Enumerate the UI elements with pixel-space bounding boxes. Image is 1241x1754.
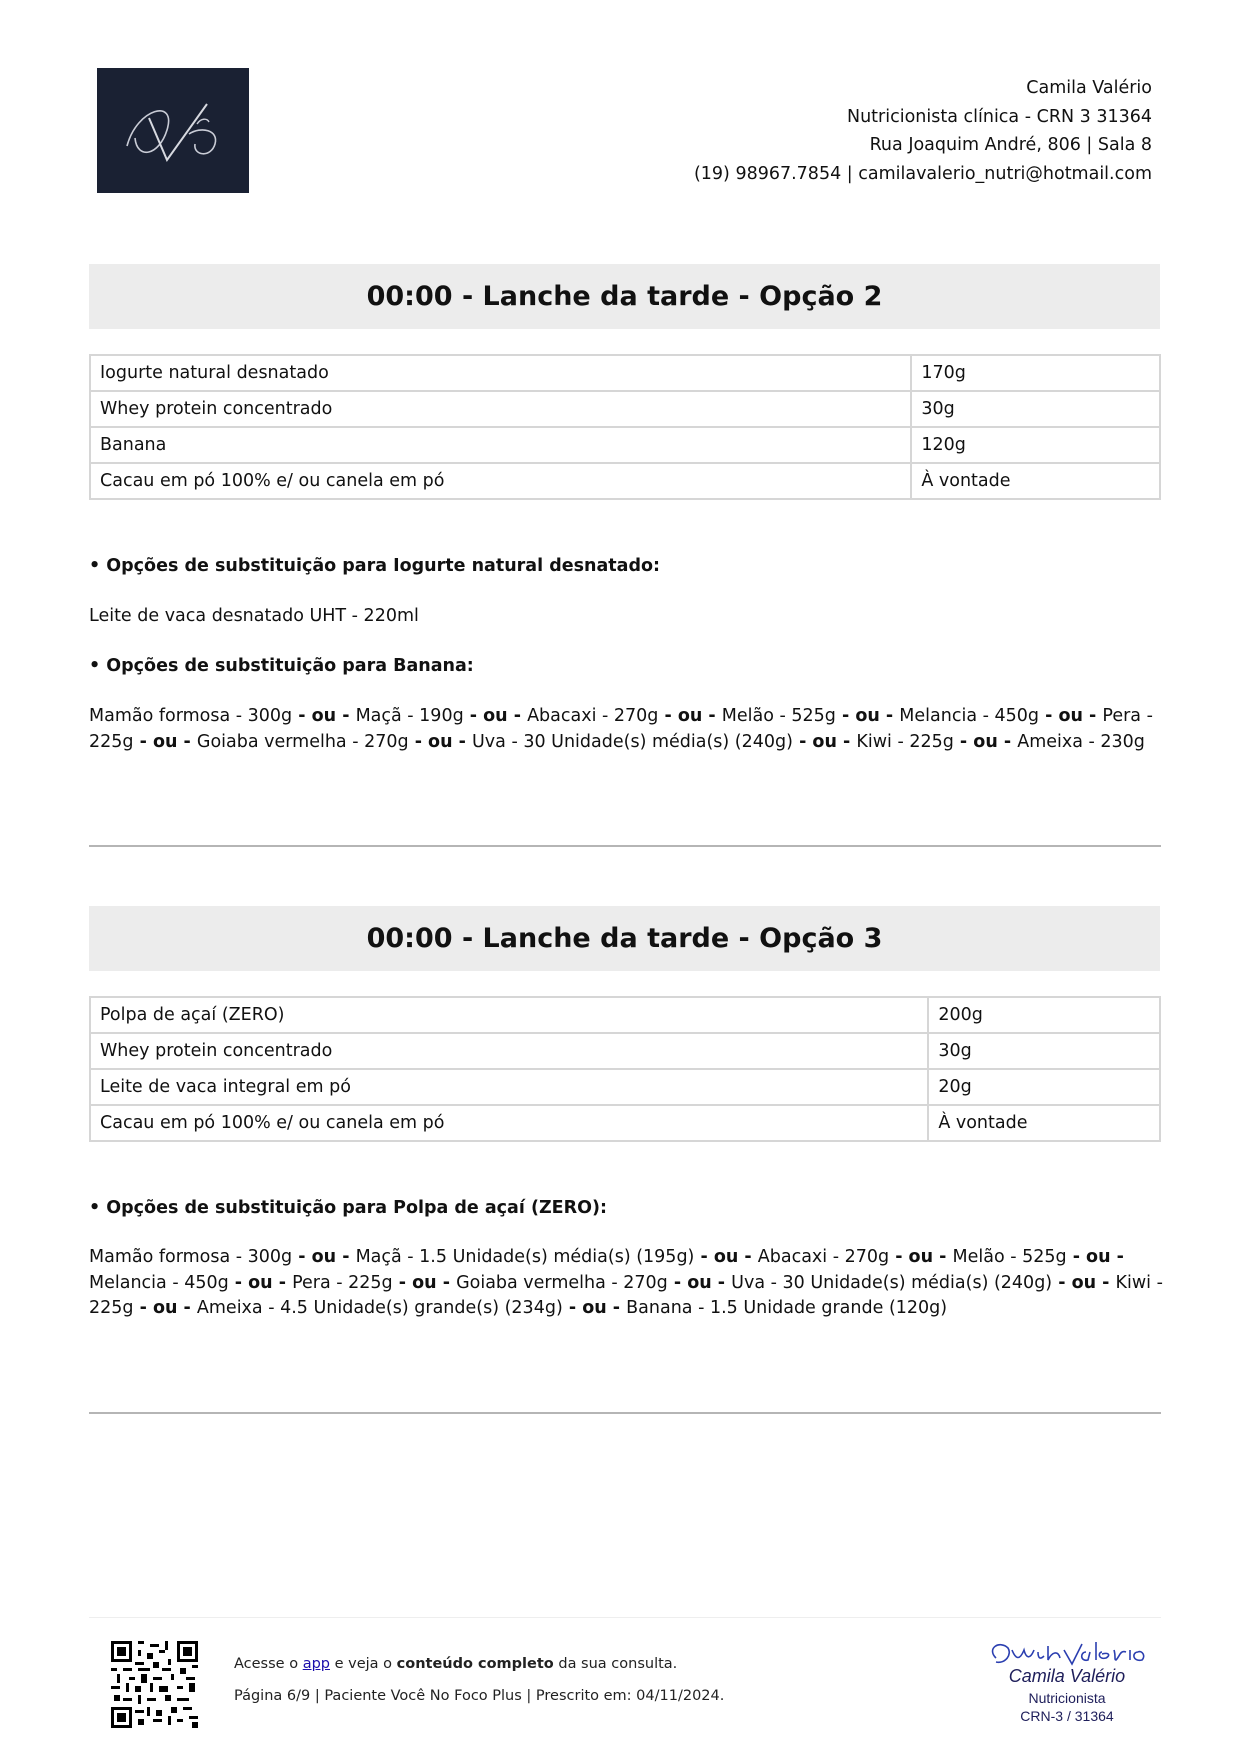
table-row [90, 463, 1160, 499]
nutritionist-name: Camila Valério [1026, 78, 1152, 98]
substitution-option: Melancia - 450g [89, 1272, 229, 1293]
section-divider [89, 845, 1161, 847]
substitution-option: Melão - 525g [952, 1247, 1067, 1267]
food-name: Iogurte natural desnatado [90, 355, 911, 391]
app-link[interactable]: app [302, 1656, 330, 1672]
food-quantity: 20g [928, 1069, 1160, 1105]
substitution-option: Ameixa - 4.5 Unidade(s) grande(s) (234g) [196, 1298, 563, 1318]
table-row [90, 997, 1160, 1033]
food-quantity: 120g [911, 427, 1160, 463]
food-name: Cacau em pó 100% e/ ou canela em pó [90, 463, 911, 499]
food-quantity: 200g [928, 997, 1160, 1033]
substitution-heading: • Opções de substituição para Banana: [89, 656, 474, 676]
substitution-option: Pera - 225g [89, 706, 1153, 752]
access-prefix: Acesse o [234, 1656, 299, 1672]
substitution-option: Uva - 30 Unidade(s) média(s) (240g) [731, 1272, 1053, 1293]
access-suffix: da sua consulta. [558, 1656, 678, 1672]
option-separator: - ou - [292, 706, 356, 726]
food-quantity: À vontade [911, 463, 1160, 499]
substitution-heading: • Opções de substituição para Polpa de açaí (ZERO): [89, 1198, 607, 1218]
option-separator: - ou - [889, 1247, 953, 1267]
table-row [90, 1105, 1160, 1141]
option-separator: - ou - [228, 1272, 293, 1293]
substitution-option: Mamão formosa - 300g [89, 706, 293, 726]
food-quantity: À vontade [928, 1105, 1160, 1141]
substitution-option: Maçã - 190g [355, 706, 464, 726]
footer-access-text [234, 1656, 677, 1672]
signature-stamp [982, 1632, 1152, 1728]
cv-monogram-logo [97, 68, 249, 193]
option-separator: - ou - [133, 1298, 197, 1318]
option-separator: - ou - [694, 1247, 758, 1267]
access-middle: e veja o [334, 1656, 393, 1672]
nutritionist-phone-email: (19) 98967.7854 | camilavalerio_nutri@hotmail.com [693, 163, 1152, 184]
substitution-option: Maçã - 1.5 Unidade(s) média(s) (195g) [355, 1247, 695, 1267]
food-name: Cacau em pó 100% e/ ou canela em pó [90, 1105, 928, 1141]
option-separator: - ou - [292, 1247, 356, 1267]
option-separator: - ou - [1066, 1247, 1124, 1267]
substitution-option: Kiwi - 225g [89, 1272, 1163, 1318]
option-separator: - ou - [658, 706, 722, 726]
option-separator: - ou - [408, 731, 472, 752]
substitution-option: Mamão formosa - 300g [89, 1247, 293, 1267]
substitution-option: Pera - 225g [292, 1272, 393, 1293]
option-separator: - ou - [392, 1272, 457, 1293]
page-info: Página 6/9 | Paciente Você No Foco Plus | Prescrito em: 04/11/2024. [234, 1688, 725, 1704]
substitution-option: Melancia - 450g [899, 706, 1039, 726]
table-row [90, 1033, 1160, 1069]
meal-title: 00:00 - Lanche da tarde - Opção 2 [89, 264, 1160, 329]
option-separator: - ou - [1052, 1272, 1116, 1293]
option-separator: - ou - [463, 706, 528, 726]
signature-crn: CRN-3 / 31364 [1020, 1708, 1114, 1724]
food-quantity: 30g [928, 1033, 1160, 1069]
meal-table [89, 354, 1161, 500]
substitution-option: Banana - 1.5 Unidade grande (120g) [626, 1298, 948, 1318]
nutritionist-title: Nutricionista clínica - CRN 3 31364 [847, 106, 1152, 127]
substitution-option: Goiaba vermelha - 270g [196, 731, 409, 752]
nutritionist-contact [694, 74, 1152, 188]
substitution-option: Abacaxi - 270g [757, 1247, 890, 1267]
section-divider [89, 1412, 1161, 1414]
signature-name: Camila Valério [1008, 1666, 1126, 1686]
food-name: Whey protein concentrado [90, 1033, 928, 1069]
substitution-option: Ameixa - 230g [1017, 731, 1145, 752]
substitution-heading: • Opções de substituição para Iogurte natural desnatado: [89, 556, 661, 576]
substitution-option: Melão - 525g [721, 706, 836, 726]
substitution-option: Leite de vaca desnatado UHT - 220ml [89, 606, 419, 626]
qr-code-icon[interactable] [111, 1641, 198, 1728]
option-separator: - ou - [667, 1272, 732, 1293]
substitution-option: Kiwi - 225g [856, 731, 954, 752]
table-row [90, 427, 1160, 463]
table-row [90, 355, 1160, 391]
qr-code-graphic [111, 1641, 198, 1728]
nutritionist-address: Rua Joaquim André, 806 | Sala 8 [869, 135, 1152, 155]
meal-title: 00:00 - Lanche da tarde - Opção 3 [89, 906, 1160, 971]
option-separator: - ou - [953, 731, 1018, 752]
table-row [90, 391, 1160, 427]
substitution-option: Goiaba vermelha - 270g [456, 1272, 668, 1293]
substitution-options [89, 1245, 1164, 1322]
substitution-option: Uva - 30 Unidade(s) média(s) (240g) [472, 731, 793, 752]
signature-title: Nutricionista [1028, 1690, 1106, 1706]
food-name: Whey protein concentrado [90, 391, 911, 427]
logo-graphic [97, 68, 249, 193]
food-quantity: 170g [911, 355, 1160, 391]
option-separator: - ou - [835, 706, 900, 726]
food-name: Polpa de açaí (ZERO) [90, 997, 928, 1033]
food-quantity: 30g [911, 391, 1160, 427]
access-bold: conteúdo completo [396, 1656, 554, 1672]
food-name: Banana [90, 427, 911, 463]
option-separator: - ou - [1039, 706, 1103, 726]
option-separator: - ou - [562, 1298, 627, 1318]
meal-table [89, 996, 1161, 1142]
substitution-options [89, 604, 1164, 630]
substitution-options [89, 704, 1164, 755]
table-row [90, 1069, 1160, 1105]
substitution-option: Abacaxi - 270g [527, 706, 659, 726]
footer-divider [89, 1617, 1161, 1618]
food-name: Leite de vaca integral em pó [90, 1069, 928, 1105]
option-separator: - ou - [133, 731, 197, 752]
option-separator: - ou - [792, 731, 857, 752]
